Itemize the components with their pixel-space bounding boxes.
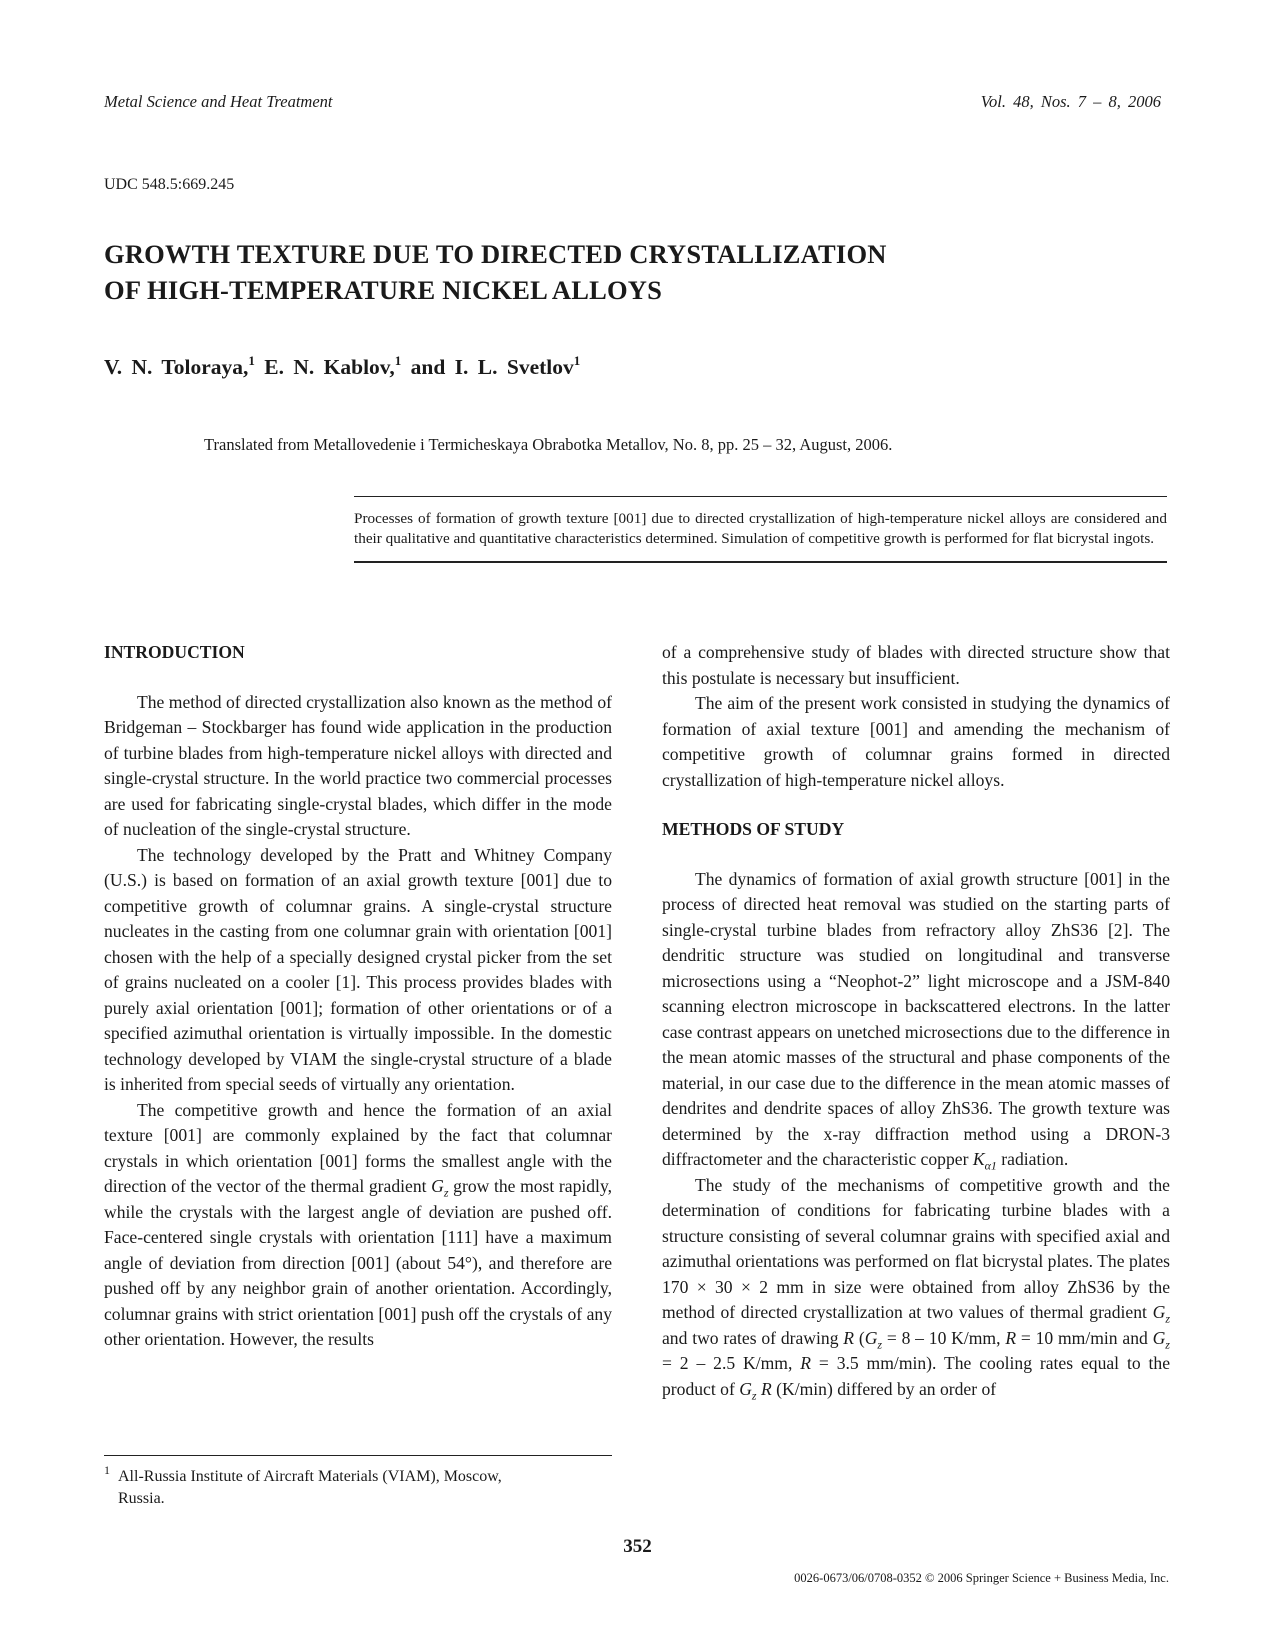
paragraph: The dynamics of formation of axial growth structure [001] in the process of directed heat removal was studied on the starting parts of single-crystal turbine blades from refractory alloy ZhS36 [2]. The dendritic structure was studied on longitudinal and transverse microsections using a “Neophot-2” light microscope and a JSM-840 scanning electron microscope in backscattered electrons. In the latter case contrast appears on unetched microsections due to the difference in the mean atomic masses of the structural and phase components of the material, in our case due to the difference in the mean atomic masses of dendrites and dendrite spaces of alloy ZhS36. The growth texture was determined by the x-ray diffraction method using a DRON-3 diffractometer and the characteristic copper $K_{\alpha 1}$ radiation. (662, 868, 1170, 1173)
affiliation-mark: 1 (573, 353, 581, 368)
author-name: E. N. Kablov, (264, 355, 395, 379)
footnote-mark: 1 (104, 1463, 110, 1477)
paragraph: The competitive growth and hence the formation of an axial texture [001] are commonly explained by the fact that columnar crystals in which orientation [001] forms the smallest angle with the direction of the vector of the thermal gradient $G_z$ grow the most rapidly, while the crystals with the largest angle of deviation are pushed off. Face-centered single crystals with orientation [111] have a maximum angle of deviation from direction [001] (about 54°), and therefore are pushed off by any neighbor grain of another orientation. Accordingly, columnar grains with strict orientation [001] push off the crystals of any other orientation. However, the results (104, 1099, 612, 1349)
volume-info: Vol. 48, Nos. 7 – 8, 2006 (980, 92, 1161, 111)
footnote-text: All-Russia Institute of Aircraft Materials (VIAM), Moscow, (118, 1468, 502, 1485)
footnote-divider (104, 1455, 612, 1456)
gradient-symbol: $G_z$ (1152, 1327, 1170, 1352)
translation-note: Translated from Metallovedenie i Termicheskaya Obrabotka Metallov, No. 8, pp. 25 – 32, August, 2006. (204, 435, 893, 454)
gradient-symbol: $G_z$ (1152, 1302, 1170, 1326)
gradient-symbol: $G_z$ (431, 1176, 449, 1200)
section-heading-introduction: INTRODUCTION (104, 642, 245, 662)
rate-symbol: R (1005, 1327, 1017, 1348)
section-heading-methods: METHODS OF STUDY (662, 819, 845, 839)
paragraph-continued: of a comprehensive study of blades with directed structure show that this postulate is necessary but insufficient. (662, 642, 1170, 688)
author-name: V. N. Toloraya, (104, 355, 249, 379)
k-alpha-symbol: $K_{\alpha 1}$ (972, 1149, 997, 1173)
right-column (662, 640, 1170, 1402)
rate-symbol: R (761, 1378, 772, 1399)
title-line-1: GROWTH TEXTURE DUE TO DIRECTED CRYSTALLIZATION (104, 239, 887, 269)
paragraph: The method of directed crystallization also known as the method of Bridgeman – Stockbarger has found wide application in the production of turbine blades from high-temperature nickel alloys with directed and single-crystal structure. In the world practice two commercial processes are used for fabricating single-crystal blades, which differ in the mode of nucleation of the single-crystal structure. (104, 691, 612, 839)
gradient-symbol: $G_z$ (739, 1378, 757, 1403)
affiliation-mark: 1 (248, 353, 255, 368)
page-number: 352 (623, 1536, 652, 1557)
paragraph: The aim of the present work consisted in studying the dynamics of formation of axial texture [001] and amending the mechanism of competitive growth of columnar grains formed in directed crystallization of high-temperature nickel alloys. (662, 693, 1170, 790)
abstract (354, 496, 1167, 563)
footnote (104, 1463, 612, 1510)
footnote-text-continued: Russia. (118, 1490, 165, 1507)
gradient-symbol: $G_z$ (864, 1327, 883, 1352)
author-name: I. L. Svetlov (454, 355, 574, 379)
copyright-line: 0026-0673/06/0708-0352 © 2006 Springer Science + Business Media, Inc. (794, 1571, 1169, 1585)
author-list (104, 355, 580, 380)
abstract-text: Processes of formation of growth texture [001] due to directed crystallization of high-temperature nickel alloys are considered and their qualitative and quantitative characteristics determined. Simulation of competitive growth is performed for flat bicrystal ingots. (354, 510, 1167, 547)
author-conjunction: and (410, 355, 446, 379)
affiliation-mark: 1 (394, 353, 402, 368)
left-column (104, 640, 612, 1353)
paper-title (104, 236, 887, 308)
rate-symbol: R (800, 1353, 812, 1373)
title-line-2: OF HIGH-TEMPERATURE NICKEL ALLOYS (104, 275, 663, 305)
paragraph: The study of the mechanisms of competitive growth and the determination of conditions for fabricating turbine blades with a structure consisting of several columnar grains with specified axial and azimuthal orientations was performed on flat bicrystal plates. The plates 170 × 30 × 2 mm in size were obtained from alloy ZhS36 by the method of directed crystallization at two values of thermal gradient $G_z$ and two rates of drawing R ($G_z = 8 - 10$ K/mm, R = 10 mm/min and $G_z = 2 - 2.5$ K/mm, R = 3.5 mm/min). The cooling rates equal to the product of $G_z$ R (K/min) differed by an order of (662, 1174, 1170, 1403)
udc-code: UDC 548.5:669.245 (104, 176, 235, 193)
paragraph: The technology developed by the Pratt and Whitney Company (U.S.) is based on formation of an axial growth texture [001] due to competitive growth of columnar grains. A single-crystal structure nucleates in the casting from one columnar grain with orientation [001] chosen with the help of a specially designed crystal picker from the set of grains nucleated on a cooler [1]. This process provides blades with purely axial orientation [001]; formation of other orientations or of a specified azimuthal orientation is virtually impossible. In the domestic technology developed by VIAM the single-crystal structure of a blade is inherited from special seeds of virtually any orientation. (104, 844, 612, 1094)
journal-name: Metal Science and Heat Treatment (104, 92, 333, 111)
rate-symbol: R (843, 1327, 855, 1348)
